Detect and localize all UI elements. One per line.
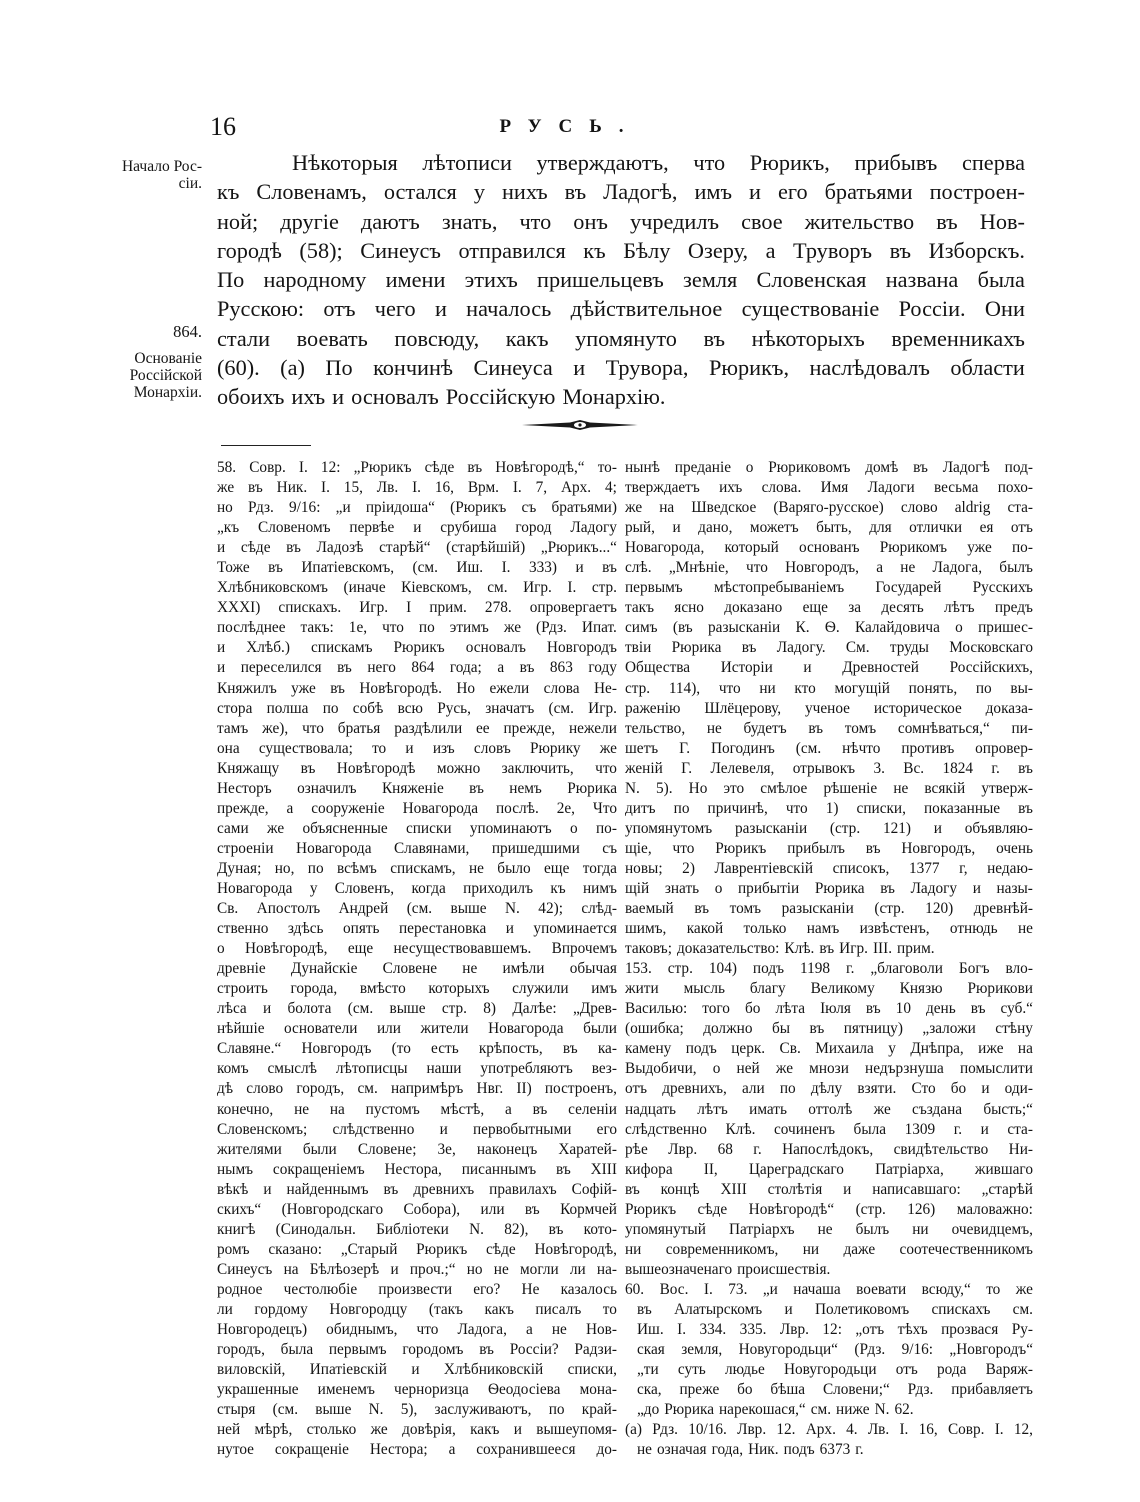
footnote-line: „до Рюрика нарекошася,“ см. ниже N. 62. <box>637 1401 914 1419</box>
footnote-line: о Новѣгородѣ, еще несуществовавшемъ. Впрочемъ <box>217 940 617 958</box>
footnote-line: нынѣ преданіе о Рюриковомъ домѣ въ Ладогѣ под- <box>625 459 1033 476</box>
footnote-line: стыря (см. выше N. 5), заслуживаютъ, по край- <box>217 1401 617 1419</box>
main-text-line: городѣ (58); Синеусъ отправился къ Бѣлу Озеру, а Труворъ въ Изборскъ. <box>217 237 1025 263</box>
running-head: РУСЬ. <box>499 116 641 137</box>
footnote-line: же въ Ник. I. 15, Лв. I. 16, Врм. I. 7, Арх. 4; <box>217 479 617 497</box>
footnote-line: Василью: того бо лѣта Іюля въ 10 день въ суб.“ <box>625 1000 1033 1018</box>
footnote-line: вышеозначенаго происшествія. <box>625 1260 831 1278</box>
footnote-line: Дуная; но, по всѣмъ спискамъ, не было еще тогда <box>217 859 617 877</box>
footnote-line: ская земля, Новугородьци“ (Рдз. 9/16: „Новгородъ“ <box>637 1341 1033 1359</box>
footnote-line: вѣкѣ и найденнымъ въ древнихъ правилахъ Софій- <box>217 1180 617 1198</box>
footnote-line: кифора II, Цареградскаго Патріарха, жившаго <box>625 1160 1033 1178</box>
footnote-line: рѣе Лвр. 68 г. Напослѣдокъ, свидѣтельство Ни- <box>625 1140 1033 1158</box>
footnote-line: украшенные именемъ черноризца Ѳеодосіева мона- <box>217 1381 617 1399</box>
footnote-line: послѣднее такъ: 1е, что по этимъ же (Рдз. Ипат. <box>217 619 617 637</box>
footnote-line: такъ ясно доказано еще за десять лѣтъ предъ <box>625 599 1033 617</box>
main-text <box>217 148 1025 412</box>
margin-note-year: 864. <box>173 322 202 341</box>
margin-note-founding <box>82 350 202 401</box>
main-text-line: стали воевать повсюду, какъ упомянуто въ нѣкоторыхъ временникахъ <box>217 325 1025 351</box>
footnote-line: ска, преже бо бѣша Словени;“ Рдз. прибавляетъ <box>637 1381 1033 1399</box>
footnote-line: строеніи Новагорода Славянами, пришедшими съ <box>217 839 617 857</box>
main-text-line: къ Словенамъ, остался у нихъ въ Ладогѣ, имъ и его братьями построен- <box>217 179 1025 205</box>
footnote-line: Славяне.“ Новгородъ (то есть крѣпость, въ ка- <box>217 1040 617 1058</box>
footnote-line: слѣдственно Клѣ. сочиненъ была 1309 г. и ста- <box>625 1120 1033 1138</box>
footnote-line: городъ, была первымъ городомъ въ Россіи? Радзи- <box>217 1341 617 1359</box>
footnote-line: надцать лѣтъ имать оттолѣ же създана бысть;“ <box>625 1100 1033 1118</box>
footnote-line: но Рдз. 9/16: „и пріидоша“ (Рюрикъ съ братьями) <box>217 499 617 517</box>
footnote-line: и сѣде въ Ладозѣ старѣй“ (старѣйшій) „Рюрикъ...“ <box>217 539 617 557</box>
page-number: 16 <box>210 112 236 141</box>
footnote-line: N. 5). Но это смѣлое рѣшеніе не всякій утверж- <box>625 779 1033 797</box>
main-text-line: Русскою: отъ чего и началось дѣйствительное существованіе Россіи. Они <box>217 296 1025 322</box>
margin-note-line: сіи. <box>178 175 202 192</box>
footnote-line: комъ смыслѣ лѣтописцы наши употребляютъ вез- <box>217 1060 617 1078</box>
footnote-line: ромъ сказано: „Старый Рюрикъ сѣде Новѣгородѣ, <box>217 1240 617 1258</box>
footnote-line: въ Алатырскомъ и Полетиковомъ спискахъ см. <box>637 1300 1033 1318</box>
footnote-line: симъ (въ разысканіи К. Ѳ. Калайдовича о пришес- <box>625 619 1033 637</box>
footnote-line: (а) Рдз. 10/16. Лвр. 12. Арх. 4. Лв. I. 16, Совр. I. 12, <box>625 1421 1033 1439</box>
margin-note-line: Монархіи. <box>133 384 202 401</box>
footnote-line: Иш. I. 334. 335. Лвр. 12: „отъ тѣхъ прозвася Ру- <box>637 1321 1033 1339</box>
footnote-line: щій знать о прибытіи Рюрика въ Ладогу и назы- <box>625 879 1033 897</box>
footnote-line: не означая года, Ник. подъ 6373 г. <box>637 1441 864 1459</box>
main-text-line: По народному имени этихъ пришельцевъ земля Словенская названа была <box>217 267 1025 293</box>
footnote-line: Хлѣбниковскомъ (иначе Кіевскомъ, см. Игр. I. стр. <box>217 579 617 597</box>
footnote-line: и Хлѣб.) спискамъ Рюрикъ основалъ Новгородъ <box>217 639 617 657</box>
footnote-line: Выдобичи, о ней же мнози недързнуша помыслити <box>625 1060 1033 1078</box>
footnote-line: слѣ. „Мнѣніе, что Новгородъ, а не Ладога, былъ <box>625 559 1033 577</box>
footnote-line: отъ древнихъ, али по дѣлу взяти. Сто бо и оди- <box>625 1080 1033 1098</box>
footnote-line: родное честолюбіе произвести его? Не казалось <box>217 1280 617 1298</box>
footnote-line: жителями были Словене; 3е, наконецъ Харатей- <box>217 1140 617 1158</box>
main-text-line: обоихъ ихъ и основалъ Россійскую Монархію. <box>217 384 666 410</box>
footnote-line: „ти суть людье Новугородьци отъ рода Варяж- <box>637 1361 1033 1379</box>
footnote-line: въ концѣ XIII столѣтія и написавшаго: „старѣй <box>625 1180 1033 1198</box>
footnote-line: женій Г. Лелевеля, отрывокъ 3. Вс. 1824 г. въ <box>625 759 1033 777</box>
footnote-line: ней мѣрѣ, столько же довѣрія, какъ и вышеупомя- <box>217 1421 617 1439</box>
footnote-line: шимъ, какой только намъ извѣстенъ, отнюдь не <box>625 920 1033 938</box>
footnotes-right-column <box>625 458 1033 1460</box>
footnote-line: нѣйшіе основатели или жители Новагорода были <box>217 1020 617 1038</box>
footnote-line: тверждаетъ ихъ слова. Имя Ладоги весьма похо- <box>625 479 1033 497</box>
footnote-line: лѣса и болота (см. выше стр. 8) Далѣе: „Древ- <box>217 1000 617 1018</box>
footnote-line: прежде, а сооруженіе Новагорода послѣ. 2е, Что <box>217 799 617 817</box>
footnote-line: „къ Словеномъ первѣе и срубиша город Ладогу <box>217 519 617 537</box>
margin-note-line: Основаніе <box>134 350 202 367</box>
footnote-line: Тоже въ Ипатіевскомъ, (см. Иш. I. 333) и въ <box>217 559 617 577</box>
footnote-line: щіе, что Рюрикъ прибылъ въ Новгородъ, очень <box>625 839 1033 857</box>
footnote-line: первымъ мѣстопребываніемъ Государей Русскихъ <box>625 579 1033 597</box>
footnote-line: 153. стр. 104) подъ 1198 г. „благоволи Богъ вло- <box>625 960 1033 978</box>
main-text-line: (60). (а) По кончинѣ Синеуса и Трувора, Рюрикъ, наслѣдовалъ области <box>217 355 1025 381</box>
footnote-line: Рюрикъ сѣде Новѣгородѣ“ (стр. 126) маловажно: <box>625 1200 1033 1218</box>
footnote-line: Св. Апостолъ Андрей (см. выше N. 42); слѣд- <box>217 900 617 918</box>
footnote-line: ственно здѣсь опять перестановка и упоминается <box>217 920 617 938</box>
footnote-line: Новгородецъ) обиднымъ, что Ладога, а не Нов- <box>217 1321 617 1339</box>
footnote-line: Общества Исторіи и Древностей Россійскихъ, <box>625 659 1033 677</box>
footnote-line: твіи Рюрика въ Ладогу. См. труды Московскаго <box>625 639 1033 657</box>
footnote-line: новы; 2) Лаврентіевскій списокъ, 1377 г, недаю- <box>625 859 1033 877</box>
footnote-line: нымъ сокращеніемъ Нестора, писаннымъ въ XIII <box>217 1160 617 1178</box>
footnote-line: и переселился въ него 864 года; а въ 863 году <box>217 659 617 677</box>
footnote-line: таковъ; доказательство: Клѣ. въ Игр. III. прим. <box>625 940 935 958</box>
footnote-line: книгѣ (Синодальн. Библіотеки N. 82), въ кото- <box>217 1220 617 1238</box>
footnote-line: XXXI) спискахъ. Игр. I прим. 278. опровергаетъ <box>217 599 617 617</box>
footnote-line: 58. Совр. I. 12: „Рюрикъ сѣде въ Новѣгородѣ,“ то- <box>217 459 617 476</box>
footnote-line: скихъ“ (Новгородскаго Собора), или въ Кормчей <box>217 1200 617 1218</box>
footnote-line: стр. 114), что ни кто могущій понять, по вы- <box>625 679 1033 697</box>
footnote-line: Княжилъ уже въ Новѣгородѣ. Но ежели слова Не- <box>217 679 617 697</box>
footnote-line: упомянутый Патріархъ не былъ ни очевидцемъ, <box>625 1220 1033 1238</box>
footnote-line: дитъ по причинѣ, что 1) списки, показанные въ <box>625 799 1033 817</box>
footnote-line: древніе Дунайскіе Словене не имѣли обычая <box>217 960 617 978</box>
footnote-line: жити мысль благу Великому Князю Рюрикови <box>625 980 1033 998</box>
footnote-line: упомянутомъ разысканіи (стр. 121) и объявляю- <box>625 819 1033 837</box>
footnote-line: ни современникомъ, ни даже соотечественникомъ <box>625 1240 1033 1258</box>
footnote-line: Синеусъ на Бѣлѣозерѣ и проч.;“ но не могли ли на- <box>217 1260 617 1278</box>
footnote-line: сами же объясненные списки упоминаютъ о по- <box>217 819 617 837</box>
footnote-line: рый, и дано, можетъ быть, для отлички ея отъ <box>625 519 1033 537</box>
footnote-line: 60. Вос. I. 73. „и начаша воевати всюду,“ то же <box>625 1280 1033 1298</box>
footnotes-left-column <box>217 458 617 1460</box>
footnote-line: камену подъ церк. Св. Михаила у Днѣпра, иже на <box>625 1040 1033 1058</box>
footnote-line: (ошибка; должно бы въ пятницу) „заложи стѣну <box>625 1020 1033 1038</box>
footnote-line: ваемый въ томъ разысканіи (стр. 120) древнѣй- <box>625 900 1033 918</box>
footnote-line: Новагорода у Словенъ, когда приходилъ къ нимъ <box>217 879 617 897</box>
footnote-line: тамъ же), что братья раздѣлили ее прежде, нежели <box>217 719 617 737</box>
margin-note-start-of-russia <box>82 158 202 192</box>
footnote-line: конечно, не на пустомъ мѣстѣ, а въ селеніи <box>217 1100 617 1118</box>
margin-note-line: Россійской <box>129 367 202 384</box>
footnote-line: ли гордому Новгородцу (такъ какъ писалъ то <box>217 1300 617 1318</box>
footnote-line: раженію Шлёцерову, ученое историческое доказа- <box>625 699 1033 717</box>
footnote-rule <box>221 445 311 446</box>
footnote-line: же на Шведское (Варяго-русское) слово aldrig ста- <box>625 499 1033 517</box>
ornament-divider <box>520 418 640 432</box>
footnote-line: Несторъ означилъ Княженіе въ немъ Рюрика <box>217 779 617 797</box>
footnote-line: стора полша по собѣ всю Русь, значатъ (см. Игр. <box>217 699 617 717</box>
footnote-line: виловскій, Ипатіевскій и Хлѣбниковскій списки, <box>217 1361 617 1379</box>
footnote-line: Словенскомъ; слѣдственно и первобытными его <box>217 1120 617 1138</box>
footnote-line: нутое сокращеніе Нестора; а сохранившееся до- <box>217 1441 617 1459</box>
footnote-line: строить города, вмѣсто которыхъ служили имъ <box>217 980 617 998</box>
margin-note-line: Начало Рос- <box>121 158 202 175</box>
footnote-line: тельство, не будетъ въ томъ сомнѣваться,“ пи- <box>625 719 1033 737</box>
footnote-line: дѣ слово городъ, см. напримѣръ Нвг. II) построенъ, <box>217 1080 617 1098</box>
footnote-line: шетъ Г. Погодинъ (см. нѣчто противъ опровер- <box>625 739 1033 757</box>
main-text-line: Нѣкоторыя лѣтописи утверждаютъ, что Рюрикъ, прибывъ сперва <box>292 150 1025 175</box>
footnote-line: она существовала; то и изъ словъ Рюрику же <box>217 739 617 757</box>
main-text-line: ной; другіе даютъ знать, что онъ учредилъ свое жительство въ Нов- <box>217 208 1025 234</box>
footnote-line: Княжащу въ Новѣгородѣ можно заключить, что <box>217 759 617 777</box>
footnote-line: Новагорода, который основанъ Рюрикомъ уже по- <box>625 539 1033 557</box>
